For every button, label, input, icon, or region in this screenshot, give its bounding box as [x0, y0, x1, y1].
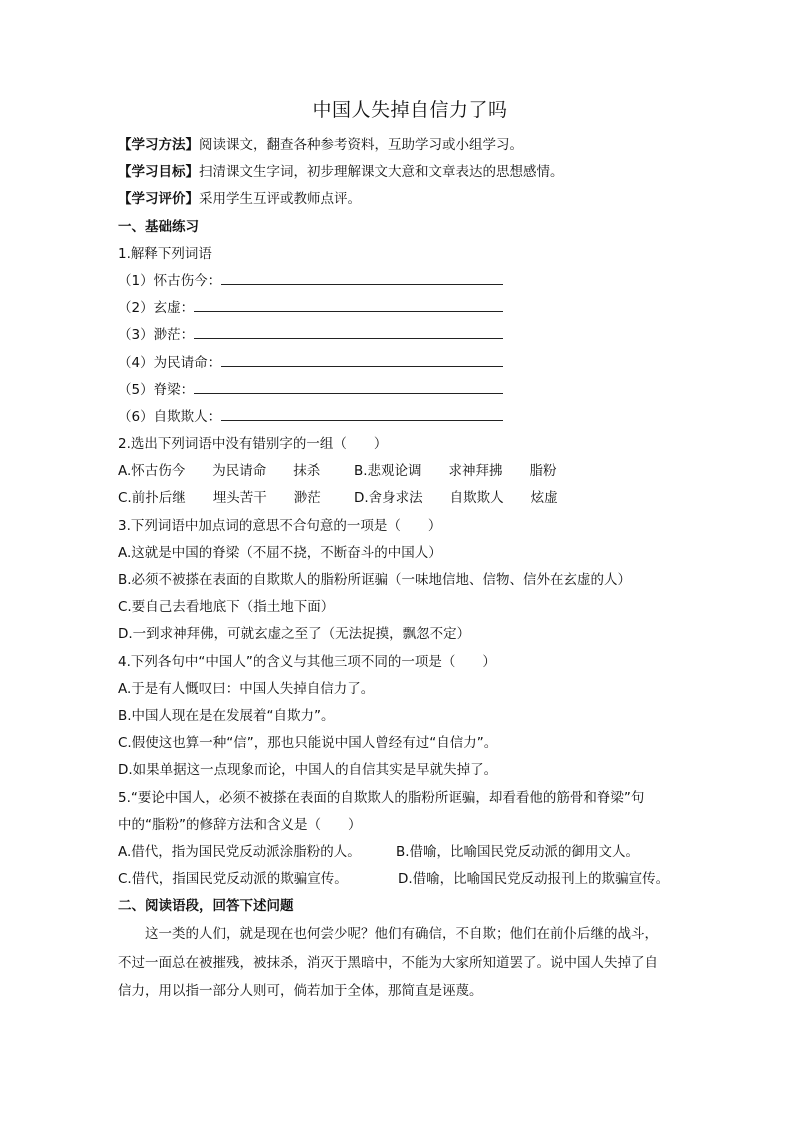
q4-stem: 4.下列各句中“中国人”的含义与其他三项不同的一项是（ ）: [118, 653, 496, 670]
answer-blank[interactable]: [194, 381, 503, 394]
q1-item-label: （4）为民请命：: [118, 354, 222, 371]
q1-item-5: [118, 377, 688, 404]
page-title: 中国人失掉自信力了吗: [312, 99, 508, 121]
q5-options-row-1: [118, 839, 688, 866]
reading-passage-line-3: 信力，用以指一部分人则可，倘若加于全体，那简直是诬蔑。: [118, 983, 483, 1000]
q3-option-d[interactable]: D.一到求神拜佛，可就玄虚之至了（无法捉摸，飘忽不定）: [118, 626, 471, 643]
q1-item-2: [118, 295, 688, 322]
q1-item-label: （3）渺茫：: [118, 327, 195, 344]
study-method-line: [118, 132, 688, 159]
q4-option-c[interactable]: C.假使这也算一种“信”，那也只能说中国人曾经有过“自信力”。: [118, 735, 498, 752]
q5-stem-line-1: 5.“要论中国人，必须不被搽在表面的自欺欺人的脂粉所诓骗，却看看他的筋骨和脊梁”句: [118, 789, 645, 806]
answer-blank[interactable]: [221, 408, 503, 421]
q2-stem: 2.选出下列词语中没有错别字的一组（ ）: [118, 436, 388, 453]
q1-item-1: [118, 268, 688, 295]
q2-option-d[interactable]: D.舍身求法 自欺欺人 炫虚: [354, 490, 558, 507]
q3-option-a[interactable]: A.这就是中国的脊梁（不屈不挠，不断奋斗的中国人）: [118, 544, 442, 561]
reading-passage-line-1: 这一类的人们，就是现在也何尝少呢？他们有确信，不自欺；他们在前仆后继的战斗，: [145, 926, 658, 943]
q5-option-d[interactable]: D.借喻，比喻国民党反动报刊上的欺骗宣传。: [398, 871, 670, 888]
study-method-text: 阅读课文，翻查各种参考资料，互助学习或小组学习。: [199, 137, 523, 153]
study-goal-label: 【学习目标】: [118, 164, 199, 181]
q1-item-3: [118, 322, 688, 349]
q2-options-row-1: [118, 458, 688, 485]
q2-option-b[interactable]: B.悲观论调 求神拜拂 脂粉: [354, 463, 557, 480]
study-method-label: 【学习方法】: [118, 137, 199, 153]
section1-heading: 一、基础练习: [118, 218, 199, 235]
study-eval-label: 【学习评价】: [118, 191, 199, 208]
answer-blank[interactable]: [221, 272, 503, 285]
q3-option-b[interactable]: B.必须不被搽在表面的自欺欺人的脂粉所诓骗（一味地信地、信物、信外在玄虚的人）: [118, 572, 632, 588]
q1-item-4: [118, 350, 688, 377]
study-eval-line: [118, 186, 688, 213]
answer-blank[interactable]: [194, 299, 503, 312]
q5-options-row-2: [118, 866, 688, 893]
study-eval-text: 采用学生互评或教师点评。: [199, 191, 361, 208]
q4-option-a[interactable]: A.于是有人慨叹曰：中国人失掉自信力了。: [118, 680, 375, 697]
worksheet-page: [118, 96, 688, 1006]
q3-option-c[interactable]: C.要自己去看地底下（指土地下面）: [118, 599, 335, 616]
q1-item-6: [118, 404, 688, 431]
q2-option-a[interactable]: A.怀古伤今 为民请命 抹杀: [118, 463, 321, 480]
answer-blank[interactable]: [221, 354, 503, 367]
q1-item-label: （5）脊梁：: [118, 381, 195, 398]
q5-option-a[interactable]: A.借代，指为国民党反动派涂脂粉的人。: [118, 843, 361, 860]
section2-heading: 二、阅读语段，回答下述问题: [118, 898, 294, 915]
q1-item-label: （2）玄虚：: [118, 300, 195, 317]
q1-stem: 1.解释下列词语: [118, 245, 212, 262]
reading-passage-line-2: 不过一面总在被摧残，被抹杀，消灭于黑暗中，不能为大家所知道罢了。说中国人失掉了自: [118, 954, 658, 971]
q2-options-row-2: [118, 485, 688, 512]
q3-stem: 3.下列词语中加点词的意思不合句意的一项是（ ）: [118, 517, 442, 534]
q1-item-label: （6）自欺欺人：: [118, 408, 222, 425]
study-goal-line: [118, 159, 688, 186]
answer-blank[interactable]: [194, 326, 503, 339]
q5-stem-line-2: 中的“脂粉”的修辞方法和含义是（ ）: [118, 816, 362, 833]
q4-option-d[interactable]: D.如果单据这一点现象而论，中国人的自信其实是早就失掉了。: [118, 762, 498, 779]
q5-option-c[interactable]: C.借代，指国民党反动派的欺骗宣传。: [118, 871, 348, 888]
q5-option-b[interactable]: B.借喻，比喻国民党反动派的御用文人。: [396, 843, 640, 860]
q2-option-c[interactable]: C.前扑后继 埋头苦干 渺茫: [118, 490, 321, 507]
q1-item-label: （1）怀古伤今：: [118, 272, 222, 289]
study-goal-text: 扫清课文生字词，初步理解课文大意和文章表达的思想感情。: [199, 164, 564, 181]
q4-option-b[interactable]: B.中国人现在是在发展着“自欺力”。: [118, 707, 335, 724]
